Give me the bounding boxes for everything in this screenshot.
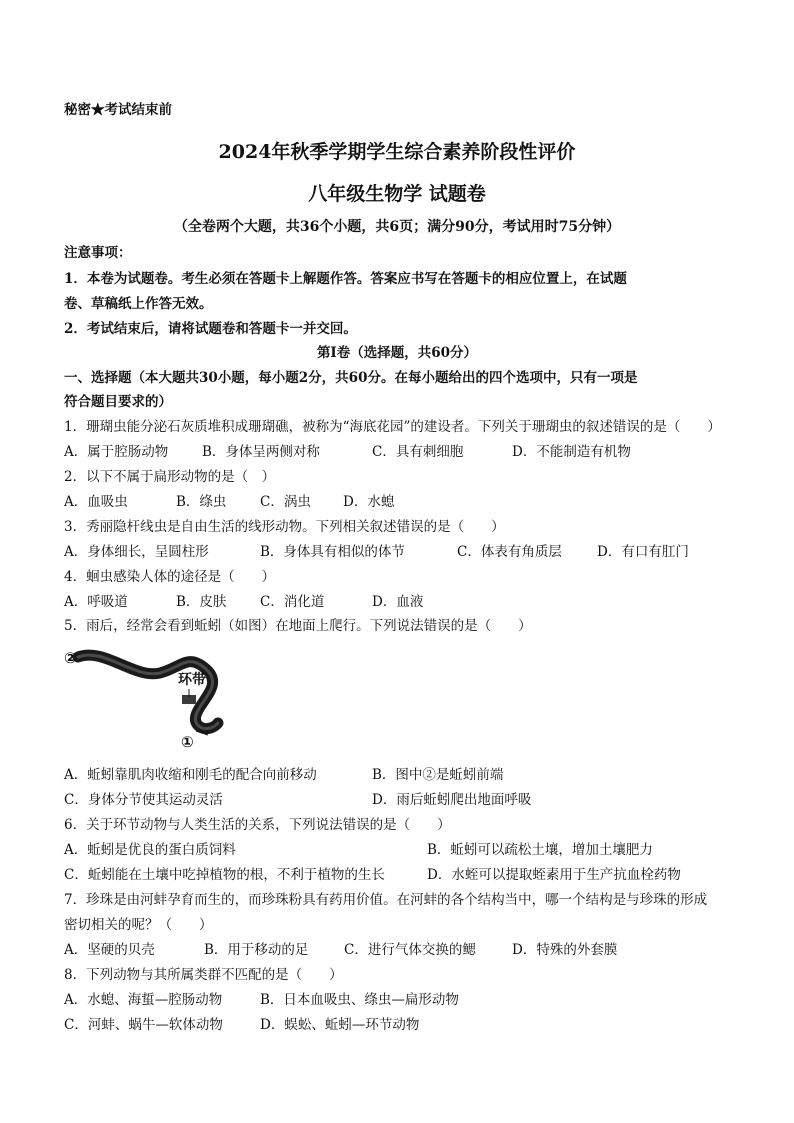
notes-heading: 注意事项： — [64, 245, 132, 261]
note-1-line-1: 1．本卷为试题卷。考生必须在答题卡上解题作答。答案应书写在答题卡的相应位置上，在试题 — [64, 271, 627, 287]
q3-option-c: C．体表有角质层 — [457, 544, 562, 560]
section-heading-line-2: 符合题目要求的） — [64, 394, 172, 410]
q8-option-b: B．日本血吸虫、绦虫—扁形动物 — [260, 992, 459, 1008]
q4-option-a: A．呼吸道 — [64, 594, 128, 610]
q6-option-d: D．水蛭可以提取蛭素用于生产抗血栓药物 — [427, 867, 681, 883]
q3-option-d: D．有口有肛门 — [597, 544, 689, 560]
q2-option-c: C．涡虫 — [260, 494, 311, 510]
q6-option-a: A．蚯蚓是优良的蛋白质饲料 — [64, 842, 236, 858]
q4-option-d: D．血液 — [372, 594, 424, 610]
q8-option-d: D．蜈蚣、蚯蚓—环节动物 — [260, 1017, 420, 1033]
question-4-stem: 4．蛔虫感染人体的途径是（ ） — [64, 569, 276, 585]
q1-option-b: B．身体呈两侧对称 — [202, 444, 320, 460]
question-8-stem: 8．下列动物与其所属类群不匹配的是（ ） — [64, 967, 343, 983]
figure-label-band: 环带 — [178, 672, 206, 688]
question-3-stem: 3．秀丽隐杆线虫是自由生活的线形动物。下列相关叙述错误的是（ ） — [64, 519, 505, 535]
exam-subtitle: 八年级生物学 试题卷 — [308, 183, 486, 205]
q7-option-a: A．坚硬的贝壳 — [64, 942, 155, 958]
question-7-stem-line-2: 密切相关的呢？（ ） — [64, 917, 213, 933]
q1-option-c: C．具有刺细胞 — [372, 444, 464, 460]
part-heading: 第Ⅰ卷（选择题，共60分） — [316, 345, 478, 361]
q4-option-c: C．消化道 — [260, 594, 325, 610]
q8-option-a: A．水螅、海蜇—腔肠动物 — [64, 992, 223, 1008]
q1-option-a: A．属于腔肠动物 — [64, 444, 169, 460]
q7-option-c: C．进行气体交换的鳃 — [344, 942, 476, 958]
q2-option-a: A．血吸虫 — [64, 494, 128, 510]
q2-option-d: D．水螅 — [343, 494, 395, 510]
exam-title: 2024年秋季学期学生综合素养阶段性评价 — [218, 141, 576, 163]
earthworm-figure — [64, 643, 234, 753]
q8-option-c: C．河蚌、蜗牛—软体动物 — [64, 1017, 223, 1033]
question-5-stem: 5．雨后，经常会看到蚯蚓（如图）在地面上爬行。下列说法错误的是（ ） — [64, 618, 532, 634]
question-7-stem-line-1: 7．珍珠是由河蚌孕育而生的，而珍珠粉具有药用价值。在河蚌的各个结构当中，哪一个结构是与珍珠的形成 — [64, 892, 708, 908]
q5-option-b: B．图中②是蚯蚓前端 — [372, 767, 504, 783]
note-2: 2．考试结束后，请将试题卷和答题卡一并交回。 — [64, 321, 357, 337]
q6-option-b: B．蚯蚓可以疏松土壤，增加土壤肥力 — [427, 842, 653, 858]
note-1-line-2: 卷、草稿纸上作答无效。 — [64, 296, 213, 312]
question-2-stem: 2．以下不属于扁形动物的是（ ） — [64, 469, 276, 485]
q7-option-b: B．用于移动的足 — [204, 942, 309, 958]
question-6-stem: 6．关于环节动物与人类生活的关系，下列说法错误的是（ ） — [64, 817, 451, 833]
q3-option-a: A．身体细长，呈圆柱形 — [64, 544, 209, 560]
section-heading-line-1: 一、选择题（本大题共30小题，每小题2分，共60分。在每小题给出的四个选项中，只有一项是 — [64, 370, 638, 386]
q5-option-d: D．雨后蚯蚓爬出地面呼吸 — [372, 792, 532, 808]
q7-option-d: D．特殊的外套膜 — [512, 942, 618, 958]
q2-option-b: B．绦虫 — [176, 494, 227, 510]
figure-label-1: ① — [181, 733, 194, 751]
figure-label-2: ② — [64, 649, 77, 667]
q3-option-b: B．身体具有相似的体节 — [260, 544, 405, 560]
q5-option-a: A．蚯蚓靠肌肉收缩和刚毛的配合向前移动 — [64, 767, 317, 783]
q4-option-b: B．皮肤 — [176, 594, 227, 610]
exam-info: （全卷两个大题，共36个小题，共6页；满分90分，考试用时75分钟） — [173, 219, 621, 235]
confidential-mark: 秘密★考试结束前 — [64, 102, 172, 118]
question-1-stem: 1．珊瑚虫能分泌石灰质堆积成珊瑚礁，被称为“海底花园”的建设者。下列关于珊瑚虫的叙述错误的是（ ） — [64, 419, 721, 435]
q5-option-c: C．身体分节使其运动灵活 — [64, 792, 223, 808]
q1-option-d: D．不能制造有机物 — [512, 444, 631, 460]
q6-option-c: C．蚯蚓能在土壤中吃掉植物的根，不利于植物的生长 — [64, 867, 385, 883]
